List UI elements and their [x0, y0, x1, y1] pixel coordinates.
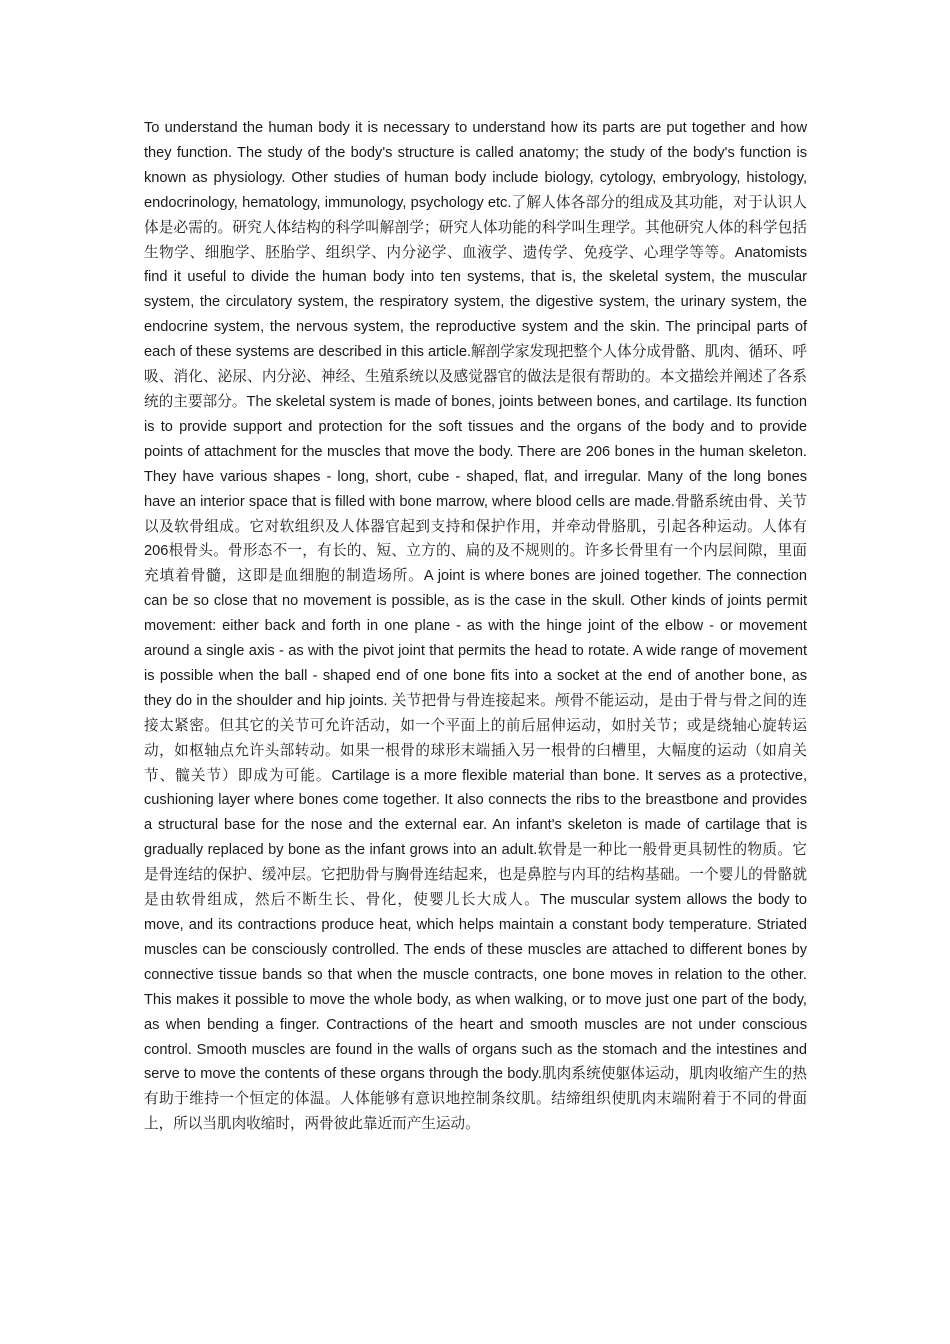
body-text-block	[144, 116, 807, 1137]
body-paragraph: To understand the human body it is necessary to understand how its parts are put together and how they function. The study of the body's structure is called anatomy; the study of the body's function is known as physiology. Other studies of human body include biology, cytology, embryology, histology, endocrinology, hematology, immunology, psychology etc.了解人体各部分的组成及其功能，对于认识人体是必需的。研究人体结构的科学叫解剖学；研究人体功能的科学叫生理学。其他研究人体的科学包括生物学、细胞学、胚胎学、组织学、内分泌学、血液学、遗传学、免疫学、心理学等等。Anatomists find it useful to divide the human body into ten systems, that is, the skeletal system, the muscular system, the circulatory system, the respiratory system, the digestive system, the urinary system, the endocrine system, the nervous system, the reproductive system and the skin. The principal parts of each of these systems are described in this article.解剖学家发现把整个人体分成骨骼、肌肉、循环、呼吸、消化、泌尿、内分泌、神经、生殖系统以及感觉器官的做法是很有帮助的。本文描绘并阐述了各系统的主要部分。The skeletal system is made of bones, joints between bones, and cartilage. Its function is to provide support and protection for the soft tissues and the organs of the body and to provide points of attachment for the muscles that move the body. There are 206 bones in the human skeleton. They have various shapes - long, short, cube - shaped, flat, and irregular. Many of the long bones have an interior space that is filled with bone marrow, where blood cells are made.骨骼系统由骨、关节以及软骨组成。它对软组织及人体器官起到支持和保护作用，并牵动骨胳肌，引起各种运动。人体有206根骨头。骨形态不一，有长的、短、立方的、扁的及不规则的。许多长骨里有一个内层间隙，里面充填着骨髓，这即是血细胞的制造场所。A joint is where bones are joined together. The connection can be so close that no movement is possible, as is the case in the skull. Other kinds of joints permit movement: either back and forth in one plane - as with the hinge joint of the elbow - or movement around a single axis - as with the pivot joint that permits the head to rotate. A wide range of movement is possible when the ball - shaped end of one bone fits into a socket at the end of another bone, as they do in the shoulder and hip joints. 关节把骨与骨连接起来。颅骨不能运动，是由于骨与骨之间的连接太紧密。但其它的关节可允许活动，如一个平面上的前后屈伸运动，如肘关节；或是绕轴心旋转运动，如枢轴点允许头部转动。如果一根骨的球形末端插入另一根骨的臼槽里，大幅度的运动（如肩关节、髋关节）即成为可能。Cartilage is a more flexible material than bone. It serves as a protective, cushioning layer where bones come together. It also connects the ribs to the breastbone and provides a structural base for the nose and the external ear. An infant's skeleton is made of cartilage that is gradually replaced by bone as the infant grows into an adult.软骨是一种比一般骨更具韧性的物质。它是骨连结的保护、缓冲层。它把肋骨与胸骨连结起来，也是鼻腔与内耳的结构基础。一个婴儿的骨骼就是由软骨组成，然后不断生长、骨化，使婴儿长大成人。The muscular system allows the body to move, and its contractions produce heat, which helps maintain a constant body temperature. Striated muscles can be consciously controlled. The ends of these muscles are attached to different bones by connective tissue bands so that when the muscle contracts, one bone moves in relation to the other. This makes it possible to move the whole body, as when walking, or to move just one part of the body, as when bending a finger. Contractions of the heart and smooth muscles are not under conscious control. Smooth muscles are found in the walls of organs such as the stomach and the intestines and serve to move the contents of these organs through the body.肌肉系统使躯体运动，肌肉收缩产生的热有助于维持一个恒定的体温。人体能够有意识地控制条纹肌。结缔组织使肌肉末端附着于不同的骨面上，所以当肌肉收缩时，两骨彼此靠近而产生运动。	[144, 120, 807, 1133]
